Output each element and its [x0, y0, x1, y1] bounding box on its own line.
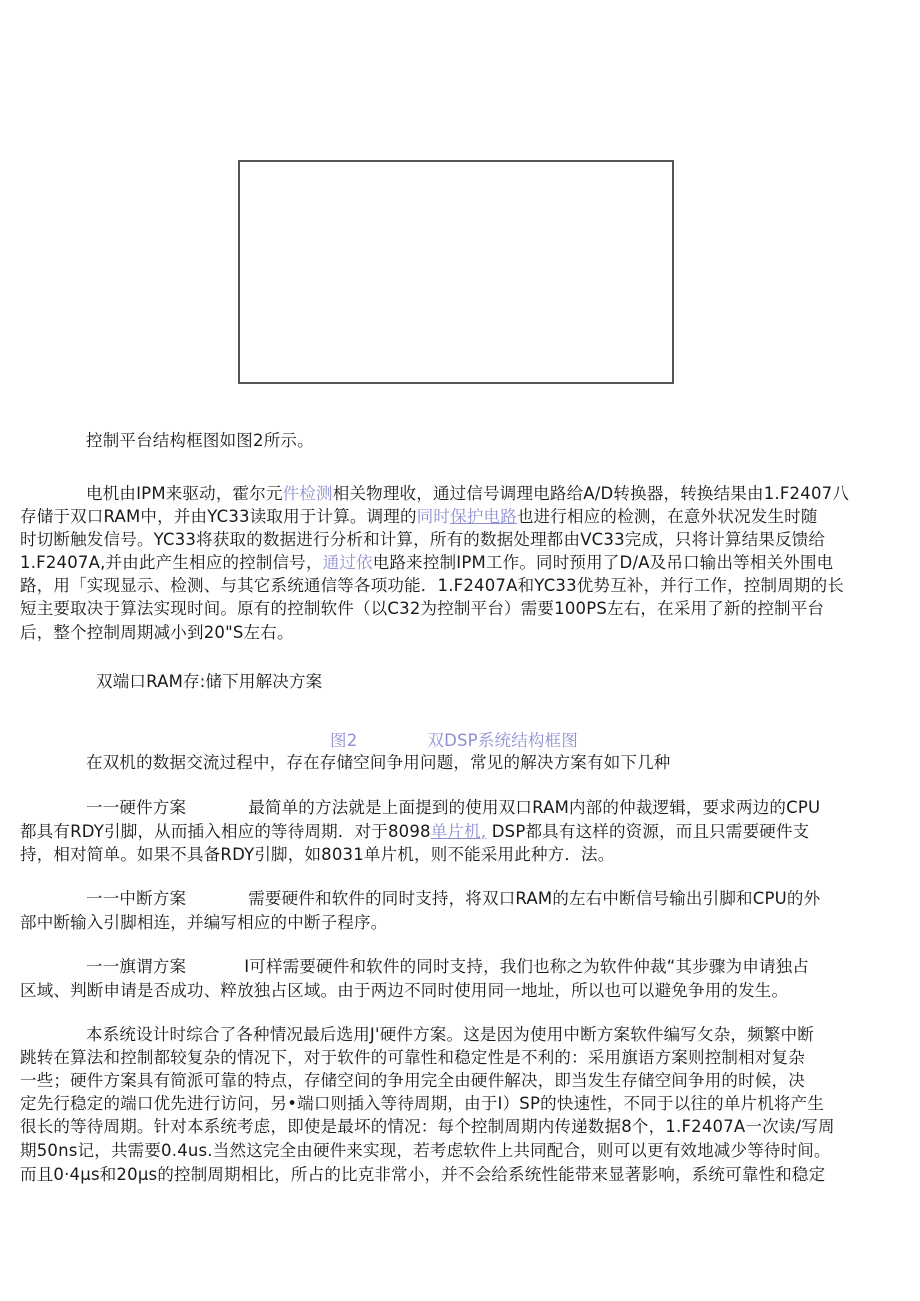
final-line-2: 跳转在算法和控制都较复杂的情况下，对于软件的可靠性和稳定性是不利的：采用旗语方案则控制相对复杂: [20, 1048, 805, 1067]
final-line-4: 定先行稳定的端口优先进行访问，另•端口则插入等待周期，由于I）SP的快速性，不同于以往的单片机将产生: [20, 1094, 825, 1113]
para1-line-3: 时切断触发信号。YC33将获取的数据进行分析和计算，所有的数据处理都由VC33完成，只将计算结果反馈给: [20, 530, 826, 549]
figure-placeholder-box: [238, 160, 674, 384]
intro-line: 在双机的数据交流过程中，存在存储空间争用问题，常见的解决方案有如下几种: [86, 753, 671, 772]
figure-caption-title: 双DSP系统结构框图: [427, 731, 579, 750]
final-line-6: 期50ns记，共需要0.4us.当然这完全由硬件来实现，若考虑软件上共同配合，则可以更有效地减少等待时间。: [20, 1141, 831, 1160]
flag-line-1: 一一旗谓方案 I可样需要硬件和软件的同时支持，我们也称之为软件仲裁“其步骤为申请独占: [86, 957, 810, 976]
final-line-1: 本系统设计时综合了各种情况最后选用J'硬件方案。这是因为使用中断方案软件编写攵杂，频繁中断: [86, 1025, 814, 1044]
para1-line-5: 路，用「实现显示、检测、与其它系统通信等各项功能．1.F2407A和YC33优势互补，并行工作，控制周期的长: [20, 576, 845, 595]
flag-label: 一一旗谓方案: [86, 957, 187, 976]
para1-line-6: 短主要取决于算法实现时间。原有的控制软件（以C32为控制平台）需要100PS左右，在采用了新的控制平台: [20, 599, 825, 618]
figure-caption: [330, 731, 578, 751]
hw-line-3: 持，相对简单。如果不具备RDY引脚，如8031单片机，则不能采用此种方．法。: [20, 845, 615, 864]
link-simultaneous[interactable]: 同时: [416, 507, 451, 526]
link-single-chip[interactable]: 单片机,: [430, 822, 487, 841]
final-line-7: 而且0·4μs和20μs的控制周期相比，所占的比克非常小，并不会给系统性能带来显著影响，系统可靠性和稳定: [20, 1165, 826, 1184]
irq-label: 一一中断方案: [86, 889, 187, 908]
link-protection-circuit[interactable]: 保护电路: [450, 507, 517, 526]
link-sensor-detect[interactable]: 件检测: [282, 484, 333, 503]
hw-line-2: 都具有RDY引脚，从而插入相应的等待周期．对于8098单片机, DSP都具有这样的资源，而且只需要硬件支: [20, 822, 810, 841]
hw-line-1: 一一硬件方案 最简单的方法就是上面提到的使用双口RAM内部的仲裁逻辑，要求两边的CPU: [86, 798, 821, 817]
irq-line-2: 部中断输入引脚相连，并编写相应的中断子程序。: [20, 913, 388, 932]
para1-line-2: 存储于双口RAM中，并由YC33读取用于计算。调理的同时保护电路也进行相应的检测，在意外状况发生时随: [20, 507, 818, 526]
para1-line-7: 后，整个控制周期减小到20"S左右。: [20, 623, 294, 642]
final-line-5: 很长的等待周期。针对本系统考虑，即使是最坏的情况：每个控制周期内传递数据8个，1.F2407A一次读/写周: [20, 1117, 835, 1136]
final-line-3: 一些；硬件方案具有简派可靠的特点，存储空间的争用完全由硬件解决，即当发生存储空间争用的时候，决: [20, 1071, 805, 1090]
figure-reference-line: 控制平台结构框图如图2所示。: [86, 431, 314, 450]
irq-line-1: 一一中断方案 需要硬件和软件的同时支持，将双口RAM的左右中断信号输出引脚和CPU的外: [86, 889, 821, 908]
section-heading: 双端口RAM存:储下用解决方案: [96, 672, 323, 691]
para1-line-1: 电机由IPM来驱动，霍尔元件检测相关物理收，通过信号调理电路给A/D转换器，转换结果由1.F2407八: [86, 484, 850, 503]
para1-line-4: 1.F2407A,并由此产生相应的控制信号，通过依电路来控制IPM工作。同时预用了D/A及吊口输出等相关外围电: [20, 553, 834, 572]
hw-label: 一一硬件方案: [86, 798, 187, 817]
figure-caption-number: 图2: [330, 731, 358, 750]
flag-line-2: 区域、判断申请是否成功、粹放独占区域。由于两边不同时使用同一地址，所以也可以避免争用的发生。: [20, 981, 789, 1000]
link-through[interactable]: 通过依: [322, 553, 373, 572]
